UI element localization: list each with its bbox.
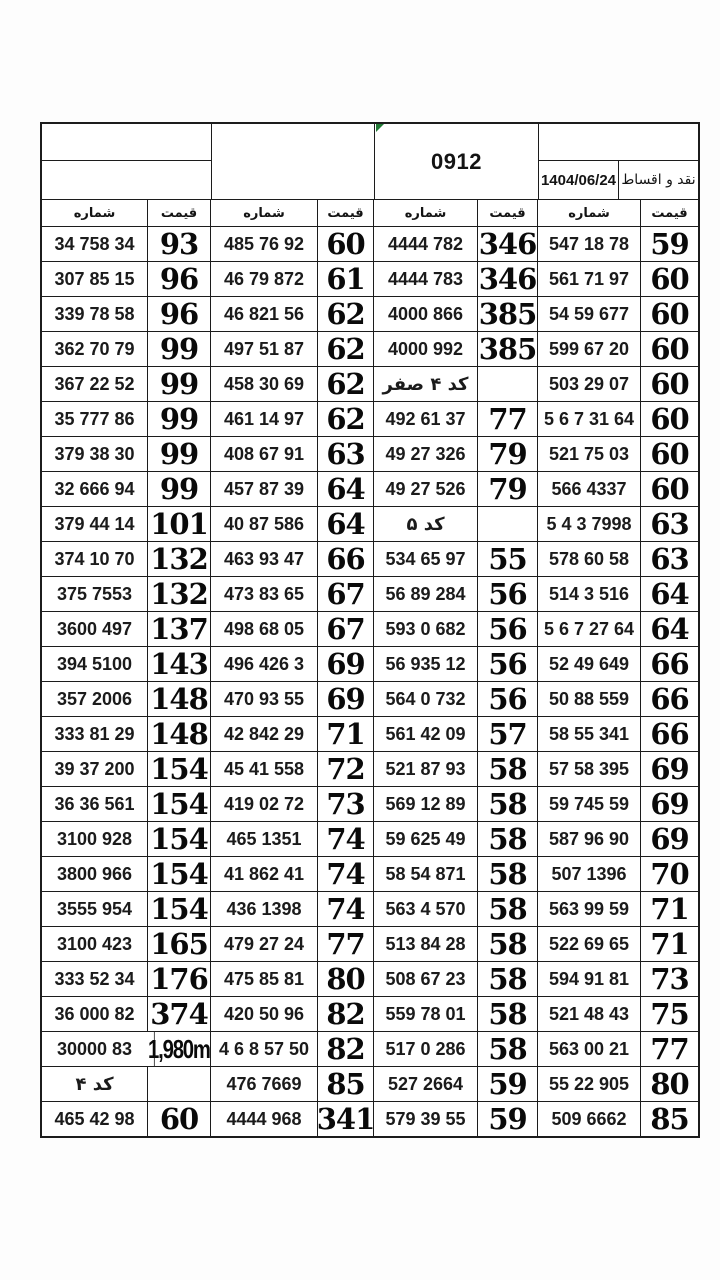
phone-number-cell: 367 22 52 <box>54 373 135 394</box>
phone-number-cell: 408 67 91 <box>210 437 317 471</box>
price-cell: 63 <box>640 542 698 576</box>
price-cell: 58 <box>477 892 537 926</box>
phone-number-cell: 593 0 682 <box>373 612 477 646</box>
phone-number-cell: 4000 866 <box>373 297 477 331</box>
price-cell: 99 <box>147 332 210 366</box>
table-row <box>42 331 698 366</box>
price-cell: 85 <box>640 1102 698 1136</box>
table-row <box>42 856 698 891</box>
phone-number-cell: 3100 423 <box>56 933 133 954</box>
price-cell: 60 <box>147 1102 210 1136</box>
price-cell: 59 <box>640 227 698 261</box>
table-row <box>42 261 698 296</box>
table-row <box>42 226 698 261</box>
price-cell: 154 <box>147 822 210 856</box>
price-cell: 64 <box>640 577 698 611</box>
price-cell: 154 <box>147 752 210 786</box>
phone-number-cell: 3100 928 <box>56 828 133 849</box>
phone-number-cell: 527 2664 <box>373 1067 477 1101</box>
phone-number-cell: 521 75 03 <box>537 437 640 471</box>
price-cell <box>477 507 537 541</box>
price-cell: 148 <box>147 717 210 751</box>
phone-number-cell: 5 6 7 31 64 <box>537 402 640 436</box>
phone-number-cell: 463 93 47 <box>210 542 317 576</box>
price-cell: 99 <box>147 367 210 401</box>
phone-number-cell: 34 758 34 <box>54 233 135 254</box>
price-cell: 58 <box>477 857 537 891</box>
price-cell: 56 <box>477 647 537 681</box>
phone-number-cell: 45 41 558 <box>210 752 317 786</box>
table-row <box>42 891 698 926</box>
price-cell: 70 <box>640 857 698 891</box>
phone-number-cell: 379 44 14 <box>54 513 135 534</box>
price-cell: 154 <box>147 892 210 926</box>
price-cell: 96 <box>147 297 210 331</box>
table-row <box>42 926 698 961</box>
price-cell: 341 <box>316 1102 375 1136</box>
phone-number-cell: 547 18 78 <box>537 227 640 261</box>
price-cell: 59 <box>477 1102 537 1136</box>
phone-number-cell: 56 935 12 <box>373 647 477 681</box>
phone-number-cell: 58 55 341 <box>537 717 640 751</box>
price-cell: 71 <box>317 717 373 751</box>
phone-number-cell: 561 71 97 <box>537 262 640 296</box>
phone-number-cell: 476 7669 <box>210 1067 317 1101</box>
price-cell: 67 <box>317 577 373 611</box>
col-header-number: شماره <box>537 200 640 226</box>
phone-number-cell: 470 93 55 <box>210 682 317 716</box>
price-cell: 55 <box>477 542 537 576</box>
price-cell: 58 <box>477 997 537 1031</box>
phone-number-cell: 508 67 23 <box>373 962 477 996</box>
price-cell: 71 <box>640 927 698 961</box>
price-cell: 72 <box>317 752 373 786</box>
price-cell: 165 <box>147 927 210 961</box>
phone-number-cell: 54 59 677 <box>537 297 640 331</box>
col-header-number: شماره <box>210 200 317 226</box>
phone-number-cell: 5 6 7 27 64 <box>537 612 640 646</box>
price-cell: 77 <box>477 402 537 436</box>
price-cell: 64 <box>317 507 373 541</box>
price-cell: 385 <box>478 332 537 366</box>
phone-number-cell: 420 50 96 <box>210 997 317 1031</box>
phone-number-cell: 5 4 3 7998 <box>537 507 640 541</box>
phone-number-cell: 521 48 43 <box>537 997 640 1031</box>
phone-number-cell: 333 52 34 <box>54 968 135 989</box>
phone-number-cell: 496 426 3 <box>210 647 317 681</box>
price-cell: 79 <box>477 472 537 506</box>
price-cell: 101 <box>147 507 210 541</box>
phone-number-cell: 40 87 586 <box>210 507 317 541</box>
phone-number-cell: 492 61 37 <box>373 402 477 436</box>
phone-number-cell: 509 6662 <box>537 1102 640 1136</box>
price-cell: 77 <box>640 1032 698 1066</box>
phone-number-cell: 458 30 69 <box>210 367 317 401</box>
price-cell: 60 <box>640 402 698 436</box>
price-cell: 64 <box>317 472 373 506</box>
phone-number-cell: 4444 783 <box>373 262 477 296</box>
price-cell: 56 <box>477 612 537 646</box>
price-cell: 74 <box>317 822 373 856</box>
cell-comment-marker-icon <box>376 124 384 132</box>
phone-number-cell: 503 29 07 <box>537 367 640 401</box>
price-cell: 61 <box>317 262 373 296</box>
column-header-row <box>42 199 698 226</box>
price-cell: 96 <box>147 262 210 296</box>
phone-number-cell: 36 36 561 <box>54 793 135 814</box>
phone-number-cell: 465 42 98 <box>54 1108 135 1129</box>
phone-number-cell: 46 79 872 <box>210 262 317 296</box>
phone-number-cell: 333 81 29 <box>54 723 135 744</box>
price-cell: 73 <box>640 962 698 996</box>
phone-number-cell: 39 37 200 <box>54 758 135 779</box>
phone-number-cell: 362 70 79 <box>54 338 135 359</box>
price-cell: 154 <box>147 787 210 821</box>
price-cell: 66 <box>640 647 698 681</box>
price-cell: 66 <box>640 682 698 716</box>
phone-number-cell: 475 85 81 <box>210 962 317 996</box>
price-cell <box>477 367 537 401</box>
phone-number-cell: 485 76 92 <box>210 227 317 261</box>
phone-number-cell: 52 49 649 <box>537 647 640 681</box>
table-row <box>42 401 698 436</box>
price-cell: 148 <box>147 682 210 716</box>
phone-number-cell: 599 67 20 <box>537 332 640 366</box>
col-header-price: قیمت <box>640 200 698 226</box>
table-header <box>42 124 698 199</box>
table-row <box>42 611 698 646</box>
table-row <box>42 506 698 541</box>
price-cell: 71 <box>640 892 698 926</box>
price-cell: 57 <box>477 717 537 751</box>
table-body <box>42 226 698 1136</box>
phone-number-cell: 561 42 09 <box>373 717 477 751</box>
header-empty-bottom-left <box>42 161 212 199</box>
price-cell: 132 <box>147 577 210 611</box>
phone-number-cell: 3555 954 <box>56 898 133 919</box>
col-header-price: قیمت <box>317 200 373 226</box>
code-label-cell: کد ۴ صفر <box>373 367 477 401</box>
price-cell: 99 <box>147 437 210 471</box>
phone-number-cell: 521 87 93 <box>373 752 477 786</box>
phone-number-cell: 339 78 58 <box>54 303 135 324</box>
table-row <box>42 646 698 681</box>
col-header-price: قیمت <box>147 200 210 226</box>
phone-number-cell: 461 14 97 <box>210 402 317 436</box>
price-cell <box>147 1067 210 1101</box>
table-row <box>42 961 698 996</box>
phone-number-cell: 50 88 559 <box>537 682 640 716</box>
table-row <box>42 471 698 506</box>
table-row <box>42 576 698 611</box>
phone-number-cell: 57 58 395 <box>537 752 640 786</box>
phone-number-cell: 46 821 56 <box>210 297 317 331</box>
code-label-cell: کد ۵ <box>373 507 477 541</box>
phone-number-cell: 4444 968 <box>210 1102 317 1136</box>
price-cell: 69 <box>640 752 698 786</box>
price-cell: 58 <box>477 787 537 821</box>
phone-number-cell: 59 745 59 <box>537 787 640 821</box>
phone-number-cell: 55 22 905 <box>537 1067 640 1101</box>
phone-number-cell: 563 99 59 <box>537 892 640 926</box>
phone-number-cell: 4 6 8 57 50 <box>210 1032 317 1066</box>
phone-number-cell: 498 68 05 <box>210 612 317 646</box>
phone-number-cell: 30000 83 <box>56 1038 133 1059</box>
phone-number-cell: 3600 497 <box>56 618 133 639</box>
price-cell: 60 <box>640 332 698 366</box>
phone-number-cell: 563 4 570 <box>373 892 477 926</box>
table-row <box>42 716 698 751</box>
price-cell: 176 <box>147 962 210 996</box>
price-cell: 93 <box>147 227 210 261</box>
price-cell: 1,980m <box>154 1032 203 1066</box>
header-empty-middle <box>212 124 375 199</box>
phone-number-cell: 517 0 286 <box>373 1032 477 1066</box>
price-cell: 58 <box>477 752 537 786</box>
phone-number-cell: 49 27 326 <box>373 437 477 471</box>
phone-number-cell: 357 2006 <box>56 688 133 709</box>
price-cell: 60 <box>640 437 698 471</box>
price-cell: 67 <box>317 612 373 646</box>
phone-number-cell: 4000 992 <box>373 332 477 366</box>
price-cell: 60 <box>640 262 698 296</box>
phone-number-cell: 307 85 15 <box>54 268 135 289</box>
price-cell: 85 <box>317 1067 373 1101</box>
phone-number-cell: 564 0 732 <box>373 682 477 716</box>
phone-number-cell: 4444 782 <box>373 227 477 261</box>
price-cell: 80 <box>640 1067 698 1101</box>
price-cell: 73 <box>317 787 373 821</box>
phone-number-cell: 559 78 01 <box>373 997 477 1031</box>
price-cell: 69 <box>317 647 373 681</box>
phone-number-cell: 58 54 871 <box>373 857 477 891</box>
price-cell: 60 <box>640 367 698 401</box>
phone-number-cell: 534 65 97 <box>373 542 477 576</box>
phone-number-cell: 42 842 29 <box>210 717 317 751</box>
price-cell: 143 <box>147 647 210 681</box>
price-cell: 154 <box>147 857 210 891</box>
price-cell: 137 <box>147 612 210 646</box>
price-cell: 63 <box>317 437 373 471</box>
price-cell: 58 <box>477 927 537 961</box>
phone-number-cell: 374 10 70 <box>54 548 135 569</box>
table-row <box>42 821 698 856</box>
price-cell: 66 <box>317 542 373 576</box>
price-cell: 56 <box>477 577 537 611</box>
table-row <box>42 1066 698 1101</box>
table-row <box>42 436 698 471</box>
price-cell: 74 <box>317 857 373 891</box>
price-cell: 99 <box>147 472 210 506</box>
phone-number-cell: 465 1351 <box>210 822 317 856</box>
price-cell: 346 <box>478 262 537 296</box>
price-cell: 60 <box>317 227 373 261</box>
price-cell: 62 <box>317 332 373 366</box>
phone-number-cell: 578 60 58 <box>537 542 640 576</box>
table-row <box>42 786 698 821</box>
phone-number-cell: 457 87 39 <box>210 472 317 506</box>
phone-number-cell: 32 666 94 <box>54 478 135 499</box>
table-row <box>42 996 698 1031</box>
price-cell: 62 <box>317 402 373 436</box>
price-cell: 62 <box>317 297 373 331</box>
price-cell: 63 <box>640 507 698 541</box>
phone-number-cell: 3800 966 <box>56 863 133 884</box>
phone-number-cell: 479 27 24 <box>210 927 317 961</box>
col-header-number: شماره <box>73 205 116 221</box>
price-table <box>40 122 700 1138</box>
table-row <box>42 296 698 331</box>
prefix-title: 0912 <box>375 124 539 199</box>
phone-number-cell: 594 91 81 <box>537 962 640 996</box>
phone-number-cell: 587 96 90 <box>537 822 640 856</box>
phone-number-cell: 522 69 65 <box>537 927 640 961</box>
phone-number-cell: 41 862 41 <box>210 857 317 891</box>
price-cell: 79 <box>477 437 537 471</box>
table-row <box>42 366 698 401</box>
phone-number-cell: 419 02 72 <box>210 787 317 821</box>
price-cell: 374 <box>147 997 210 1031</box>
phone-number-cell: 436 1398 <box>210 892 317 926</box>
phone-number-cell: 56 89 284 <box>373 577 477 611</box>
phone-number-cell: 36 000 82 <box>54 1003 135 1024</box>
code-label-cell: کد ۴ <box>75 1073 114 1095</box>
price-cell: 132 <box>147 542 210 576</box>
price-cell: 58 <box>477 822 537 856</box>
price-cell: 82 <box>317 1032 373 1066</box>
phone-number-cell: 35 777 86 <box>54 408 135 429</box>
price-cell: 74 <box>317 892 373 926</box>
phone-number-cell: 579 39 55 <box>373 1102 477 1136</box>
phone-number-cell: 375 7553 <box>56 583 133 604</box>
table-row <box>42 1101 698 1136</box>
price-cell: 62 <box>317 367 373 401</box>
header-empty-top-left <box>42 124 212 161</box>
phone-number-cell: 566 4337 <box>537 472 640 506</box>
price-cell: 59 <box>477 1067 537 1101</box>
price-cell: 82 <box>317 997 373 1031</box>
payment-type-label: نقد و اقساط <box>621 172 696 188</box>
price-cell: 69 <box>640 822 698 856</box>
table-row <box>42 681 698 716</box>
price-cell: 69 <box>640 787 698 821</box>
price-cell: 80 <box>317 962 373 996</box>
phone-number-cell: 49 27 526 <box>373 472 477 506</box>
price-cell: 58 <box>477 962 537 996</box>
phone-number-cell: 497 51 87 <box>210 332 317 366</box>
price-cell: 69 <box>317 682 373 716</box>
price-cell: 75 <box>640 997 698 1031</box>
price-cell: 346 <box>478 227 537 261</box>
price-cell: 60 <box>640 297 698 331</box>
col-header-price: قیمت <box>477 200 537 226</box>
price-cell: 58 <box>477 1032 537 1066</box>
col-header-number: شماره <box>373 200 477 226</box>
price-cell: 64 <box>640 612 698 646</box>
phone-number-cell: 514 3 516 <box>537 577 640 611</box>
price-cell: 77 <box>317 927 373 961</box>
phone-number-cell: 513 84 28 <box>373 927 477 961</box>
phone-number-cell: 473 83 65 <box>210 577 317 611</box>
price-cell: 66 <box>640 717 698 751</box>
table-row <box>42 751 698 786</box>
phone-number-cell: 569 12 89 <box>373 787 477 821</box>
phone-number-cell: 394 5100 <box>56 653 133 674</box>
table-row <box>42 1031 698 1066</box>
price-cell: 60 <box>640 472 698 506</box>
date-label: 1404/06/24 <box>539 161 619 199</box>
price-cell: 56 <box>477 682 537 716</box>
phone-number-cell: 59 625 49 <box>373 822 477 856</box>
table-row <box>42 541 698 576</box>
phone-number-cell: 563 00 21 <box>537 1032 640 1066</box>
phone-number-cell: 507 1396 <box>537 857 640 891</box>
header-empty-top-right <box>539 124 698 161</box>
phone-number-cell: 379 38 30 <box>54 443 135 464</box>
price-cell: 99 <box>147 402 210 436</box>
price-cell: 385 <box>478 297 537 331</box>
